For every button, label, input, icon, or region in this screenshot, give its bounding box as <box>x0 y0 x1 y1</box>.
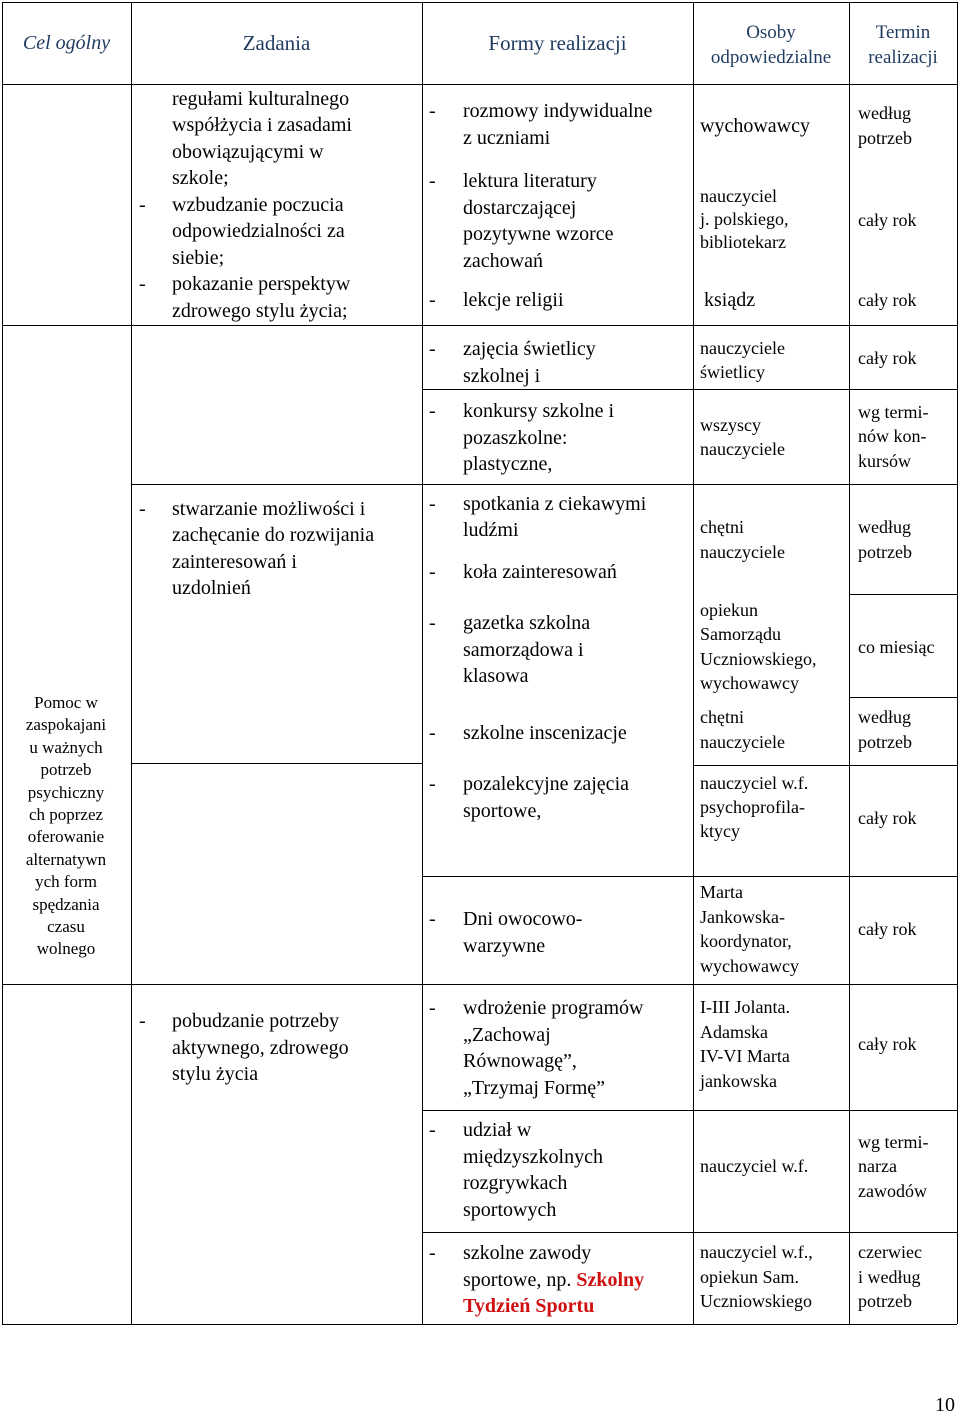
header-zadania: Zadania <box>242 31 311 55</box>
header-cel: Cel ogólny <box>22 32 111 54</box>
header-formy: Formy realizacji <box>488 31 627 55</box>
cel-ogolny-text: Pomoc w zaspokajani u ważnych potrzeb psychiczny ch poprzez oferowanie alternatywn ych form spędzania czasu wolnego <box>25 693 107 959</box>
header-osoby: Osoby odpowiedzialne <box>710 22 832 68</box>
header-termin: Termin realizacji <box>868 22 938 68</box>
page-number: 10 <box>935 1394 955 1416</box>
highlight-text: Szkolny <box>576 1269 645 1291</box>
